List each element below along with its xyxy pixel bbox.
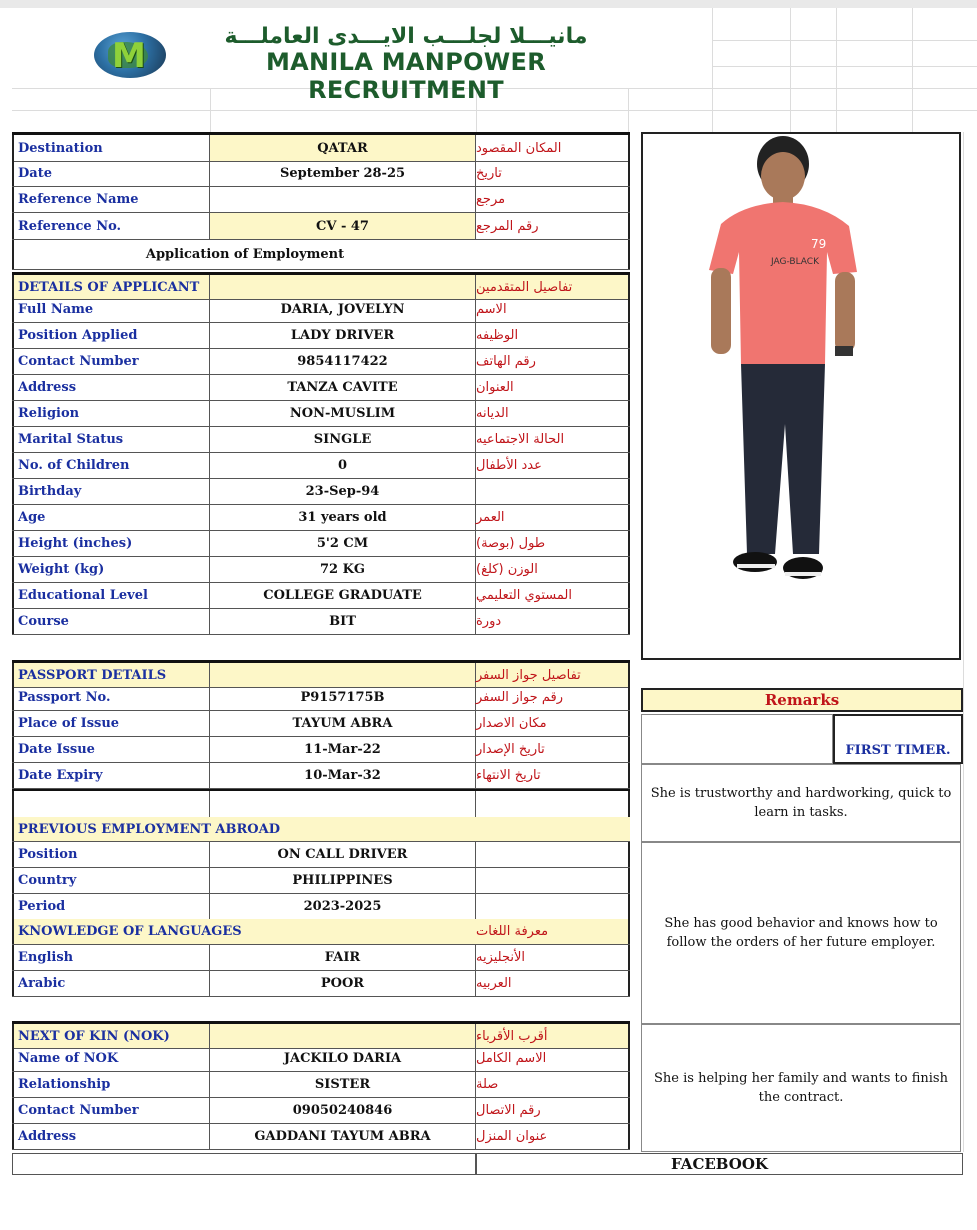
- languages-label: English: [12, 945, 210, 970]
- applicant-label: Position Applied: [12, 323, 210, 348]
- employment-row: [12, 842, 630, 868]
- remarks-title: Remarks: [641, 688, 963, 712]
- applicant-arabic-label: الحالة الاجتماعيه: [476, 427, 630, 452]
- passport-value: 11-Mar-22: [210, 737, 476, 762]
- applicant-value: COLLEGE GRADUATE: [210, 583, 476, 608]
- applicant-arabic-label: الوزن (كلغ): [476, 557, 630, 582]
- nok-label: Contact Number: [12, 1098, 210, 1123]
- nok-arabic-label: صلة: [476, 1072, 630, 1097]
- nok-arabic-label: الاسم الكامل: [476, 1046, 630, 1071]
- applicant-row: [12, 297, 630, 323]
- company-logo: M: [94, 32, 166, 78]
- applicant-arabic-label: [476, 479, 630, 504]
- applicant-value: 9854117422: [210, 349, 476, 374]
- applicant-value: 5'2 CM: [210, 531, 476, 556]
- nok-arabic-label: رقم الاتصال: [476, 1098, 630, 1123]
- languages-value: POOR: [210, 971, 476, 996]
- nok-row: [12, 1046, 630, 1072]
- applicant-value: NON-MUSLIM: [210, 401, 476, 426]
- company-name-english: MANILA MANPOWER RECRUITMENT: [265, 48, 547, 104]
- employment-label: Position: [12, 842, 210, 867]
- languages-arabic-label: العربيه: [476, 971, 630, 996]
- nok-row: [12, 1072, 630, 1098]
- passport-label: Passport No.: [12, 685, 210, 710]
- applicant-arabic-label: الوظيفه: [476, 323, 630, 348]
- passport-label: Place of Issue: [12, 711, 210, 736]
- remark-note-3: She is helping her family and wants to finish the contract.: [641, 1024, 961, 1152]
- applicant-arabic-label: العنوان: [476, 375, 630, 400]
- remark-blank: [641, 714, 833, 764]
- applicant-arabic-label: المستوي التعليمي: [476, 583, 630, 608]
- applicant-label: Course: [12, 609, 210, 634]
- applicant-label: Marital Status: [12, 427, 210, 452]
- passport-value: TAYUM ABRA: [210, 711, 476, 736]
- applicant-label: Full Name: [12, 297, 210, 322]
- nok-value: 09050240846: [210, 1098, 476, 1123]
- applicant-row: [12, 323, 630, 349]
- applicant-value: LADY DRIVER: [210, 323, 476, 348]
- passport-label: Date Issue: [12, 737, 210, 762]
- passport-row: [12, 685, 630, 711]
- applicant-label: Educational Level: [12, 583, 210, 608]
- passport-arabic-label: مكان الاصدار: [476, 711, 630, 736]
- blank-row: [12, 789, 630, 819]
- applicant-value: 72 KG: [210, 557, 476, 582]
- remark-note-2: She has good behavior and knows how to follow the orders of her future employer.: [641, 842, 961, 1024]
- applicant-arabic-label: الديانه: [476, 401, 630, 426]
- applicant-value: 23-Sep-94: [210, 479, 476, 504]
- languages-value: FAIR: [210, 945, 476, 970]
- first-timer-badge: FIRST TIMER.: [833, 714, 963, 764]
- top-border: [0, 0, 977, 8]
- passport-arabic-label: تاريخ الانتهاء: [476, 763, 630, 788]
- applicant-value: 0: [210, 453, 476, 478]
- applicant-photo: [641, 132, 961, 660]
- applicant-row: [12, 531, 630, 557]
- employment-row: [12, 868, 630, 894]
- destination-row: Destination QATAR المكان المقصود: [12, 132, 630, 162]
- passport-row: [12, 711, 630, 737]
- passport-section-header: PASSPORT DETAILS تفاصيل جواز السفر: [12, 660, 630, 688]
- applicant-arabic-label: دورة: [476, 609, 630, 634]
- applicant-row: [12, 375, 630, 401]
- nok-label: Relationship: [12, 1072, 210, 1097]
- nok-row: [12, 1124, 630, 1150]
- passport-value: P9157175B: [210, 685, 476, 710]
- applicant-row: [12, 453, 630, 479]
- svg-text:79: 79: [811, 237, 827, 251]
- applicant-label: Contact Number: [12, 349, 210, 374]
- applicant-arabic-label: رقم الهاتف: [476, 349, 630, 374]
- person-figure: [643, 134, 959, 658]
- employment-value: PHILIPPINES: [210, 868, 476, 893]
- nok-arabic-label: عنوان المنزل: [476, 1124, 630, 1149]
- nok-value: JACKILO DARIA: [210, 1046, 476, 1071]
- nok-value: GADDANI TAYUM ABRA: [210, 1124, 476, 1149]
- nok-section-header: NEXT OF KIN (NOK) أقرب الأقرباء: [12, 1021, 630, 1049]
- remark-note-1: She is trustworthy and hardworking, quick to learn in tasks.: [641, 764, 961, 842]
- applicant-row: [12, 583, 630, 609]
- applicant-value: 31 years old: [210, 505, 476, 530]
- passport-label: Date Expiry: [12, 763, 210, 788]
- applicant-label: Birthday: [12, 479, 210, 504]
- applicant-row: [12, 609, 630, 635]
- applicant-label: Weight (kg): [12, 557, 210, 582]
- form-title-row: [12, 240, 630, 270]
- passport-row: [12, 737, 630, 763]
- applicant-section-header: DETAILS OF APPLICANT تفاصيل المتقدمين: [12, 272, 630, 300]
- applicant-label: Height (inches): [12, 531, 210, 556]
- applicant-label: No. of Children: [12, 453, 210, 478]
- applicant-value: BIT: [210, 609, 476, 634]
- passport-row: [12, 763, 630, 789]
- languages-arabic-label: الأنجليزيه: [476, 945, 630, 970]
- languages-row: [12, 971, 630, 997]
- applicant-row: [12, 557, 630, 583]
- footer-blank: [12, 1153, 476, 1175]
- applicant-value: SINGLE: [210, 427, 476, 452]
- applicant-value: TANZA CAVITE: [210, 375, 476, 400]
- nok-row: [12, 1098, 630, 1124]
- applicant-row: [12, 427, 630, 453]
- nok-label: Name of NOK: [12, 1046, 210, 1071]
- nok-label: Address: [12, 1124, 210, 1149]
- form-title: Application of Employment: [12, 240, 476, 269]
- employment-label: Country: [12, 868, 210, 893]
- passport-arabic-label: رقم جواز السفر: [476, 685, 630, 710]
- date-row: Date September 28-25 تاريخ: [12, 161, 630, 187]
- employment-section-header: PREVIOUS EMPLOYMENT ABROAD: [12, 817, 630, 842]
- passport-arabic-label: تاريخ الإصدار: [476, 737, 630, 762]
- applicant-arabic-label: عدد الأطفال: [476, 453, 630, 478]
- applicant-row: [12, 401, 630, 427]
- applicant-row: [12, 349, 630, 375]
- passport-value: 10-Mar-32: [210, 763, 476, 788]
- reference-no-row: Reference No. CV - 47 رقم المرجع: [12, 213, 630, 240]
- svg-text:JAG-BLACK: JAG-BLACK: [771, 257, 819, 267]
- applicant-row: [12, 505, 630, 531]
- applicant-label: Age: [12, 505, 210, 530]
- applicant-value: DARIA, JOVELYN: [210, 297, 476, 322]
- nok-value: SISTER: [210, 1072, 476, 1097]
- employment-value: ON CALL DRIVER: [210, 842, 476, 867]
- languages-section-header: KNOWLEDGE OF LANGUAGES معرفة اللغات: [12, 919, 630, 945]
- company-name-arabic: مانيـــلا لجلـــب الايـــدى العاملـــة: [224, 24, 588, 49]
- applicant-arabic-label: الاسم: [476, 297, 630, 322]
- applicant-row: [12, 479, 630, 505]
- employment-value: 2023-2025: [210, 894, 476, 919]
- company-header: [90, 22, 630, 104]
- applicant-arabic-label: طول (بوصة): [476, 531, 630, 556]
- employment-row: [12, 894, 630, 920]
- applicant-label: Address: [12, 375, 210, 400]
- employment-label: Period: [12, 894, 210, 919]
- languages-row: [12, 945, 630, 971]
- languages-label: Arabic: [12, 971, 210, 996]
- applicant-arabic-label: العمر: [476, 505, 630, 530]
- applicant-label: Religion: [12, 401, 210, 426]
- facebook-label: FACEBOOK: [476, 1153, 963, 1175]
- reference-name-row: Reference Name مرجع: [12, 187, 630, 213]
